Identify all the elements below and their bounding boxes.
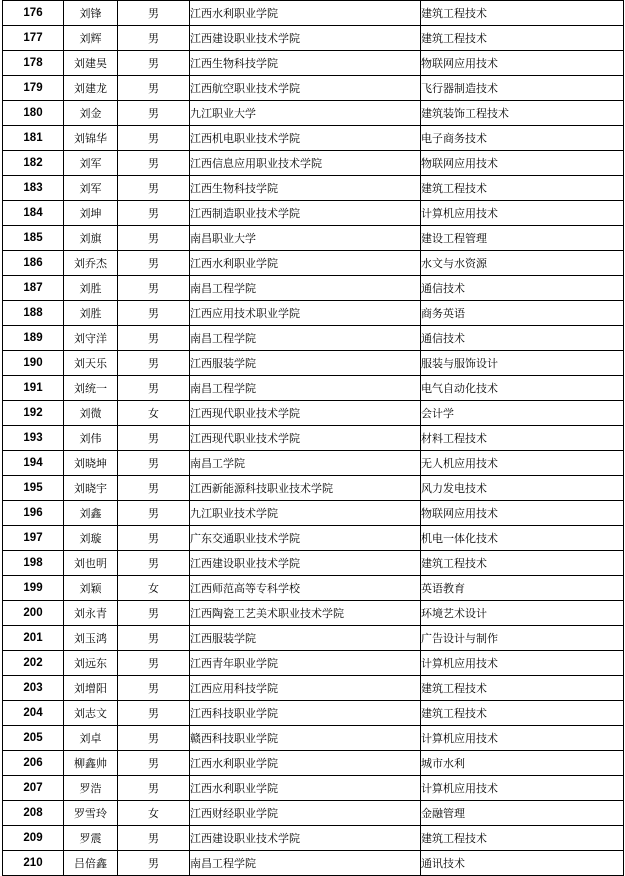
- row-number-cell: 201: [3, 626, 64, 651]
- major-name-cell: 广告设计与制作: [421, 626, 624, 651]
- student-name-cell: 刘旗: [64, 226, 118, 251]
- student-name-cell: 刘胜: [64, 276, 118, 301]
- major-name-cell: 金融管理: [421, 801, 624, 826]
- gender-cell: 男: [118, 26, 190, 51]
- gender-cell: 女: [118, 801, 190, 826]
- student-name-cell: 吕倍鑫: [64, 851, 118, 876]
- row-number-cell: 176: [3, 1, 64, 26]
- table-row: [3, 376, 624, 401]
- student-name-cell: 刘军: [64, 176, 118, 201]
- student-name-cell: 刘军: [64, 151, 118, 176]
- student-name-cell: 刘伟: [64, 426, 118, 451]
- school-name-cell: 江西机电职业技术学院: [190, 126, 421, 151]
- table-row: [3, 676, 624, 701]
- gender-cell: 男: [118, 351, 190, 376]
- row-number-cell: 198: [3, 551, 64, 576]
- row-number-cell: 177: [3, 26, 64, 51]
- school-name-cell: 江西水利职业学院: [190, 776, 421, 801]
- table-row: [3, 626, 624, 651]
- table-row: [3, 801, 624, 826]
- major-name-cell: 材料工程技术: [421, 426, 624, 451]
- student-name-cell: 刘建昊: [64, 51, 118, 76]
- major-name-cell: 计算机应用技术: [421, 726, 624, 751]
- school-name-cell: 赣西科技职业学院: [190, 726, 421, 751]
- gender-cell: 男: [118, 201, 190, 226]
- student-name-cell: 刘微: [64, 401, 118, 426]
- gender-cell: 男: [118, 301, 190, 326]
- school-name-cell: 江西财经职业学院: [190, 801, 421, 826]
- student-name-cell: 刘卓: [64, 726, 118, 751]
- row-number-cell: 199: [3, 576, 64, 601]
- school-name-cell: 江西新能源科技职业技术学院: [190, 476, 421, 501]
- row-number-cell: 202: [3, 651, 64, 676]
- gender-cell: 男: [118, 151, 190, 176]
- row-number-cell: 206: [3, 751, 64, 776]
- table-row: [3, 351, 624, 376]
- row-number-cell: 210: [3, 851, 64, 876]
- major-name-cell: 服装与服饰设计: [421, 351, 624, 376]
- table-row: [3, 751, 624, 776]
- table-row: [3, 526, 624, 551]
- gender-cell: 男: [118, 826, 190, 851]
- row-number-cell: 195: [3, 476, 64, 501]
- school-name-cell: 江西现代职业技术学院: [190, 401, 421, 426]
- table-row: [3, 201, 624, 226]
- table-row: [3, 101, 624, 126]
- major-name-cell: 商务英语: [421, 301, 624, 326]
- gender-cell: 男: [118, 451, 190, 476]
- major-name-cell: 英语教育: [421, 576, 624, 601]
- table-row: [3, 1, 624, 26]
- student-name-cell: 刘鑫: [64, 501, 118, 526]
- student-name-cell: 刘晓宇: [64, 476, 118, 501]
- roster-body: [3, 1, 624, 876]
- student-name-cell: 刘乔杰: [64, 251, 118, 276]
- major-name-cell: 计算机应用技术: [421, 776, 624, 801]
- gender-cell: 男: [118, 751, 190, 776]
- gender-cell: 男: [118, 851, 190, 876]
- gender-cell: 男: [118, 1, 190, 26]
- table-row: [3, 651, 624, 676]
- row-number-cell: 189: [3, 326, 64, 351]
- table-row: [3, 501, 624, 526]
- table-row: [3, 851, 624, 876]
- school-name-cell: 江西水利职业学院: [190, 251, 421, 276]
- school-name-cell: 江西师范高等专科学校: [190, 576, 421, 601]
- major-name-cell: 建设工程管理: [421, 226, 624, 251]
- school-name-cell: 江西服装学院: [190, 626, 421, 651]
- gender-cell: 男: [118, 51, 190, 76]
- table-row: [3, 426, 624, 451]
- gender-cell: 男: [118, 501, 190, 526]
- major-name-cell: 无人机应用技术: [421, 451, 624, 476]
- row-number-cell: 182: [3, 151, 64, 176]
- student-name-cell: 刘辉: [64, 26, 118, 51]
- row-number-cell: 197: [3, 526, 64, 551]
- row-number-cell: 193: [3, 426, 64, 451]
- table-row: [3, 701, 624, 726]
- row-number-cell: 184: [3, 201, 64, 226]
- row-number-cell: 181: [3, 126, 64, 151]
- table-row: [3, 176, 624, 201]
- student-name-cell: 刘天乐: [64, 351, 118, 376]
- major-name-cell: 建筑工程技术: [421, 176, 624, 201]
- school-name-cell: 江西建设职业技术学院: [190, 551, 421, 576]
- student-name-cell: 刘胜: [64, 301, 118, 326]
- student-name-cell: 刘远东: [64, 651, 118, 676]
- table-row: [3, 276, 624, 301]
- row-number-cell: 191: [3, 376, 64, 401]
- major-name-cell: 物联网应用技术: [421, 51, 624, 76]
- major-name-cell: 物联网应用技术: [421, 151, 624, 176]
- major-name-cell: 建筑工程技术: [421, 26, 624, 51]
- gender-cell: 男: [118, 376, 190, 401]
- row-number-cell: 183: [3, 176, 64, 201]
- major-name-cell: 通讯技术: [421, 851, 624, 876]
- row-number-cell: 204: [3, 701, 64, 726]
- gender-cell: 男: [118, 251, 190, 276]
- row-number-cell: 186: [3, 251, 64, 276]
- table-row: [3, 551, 624, 576]
- major-name-cell: 风力发电技术: [421, 476, 624, 501]
- major-name-cell: 飞行器制造技术: [421, 76, 624, 101]
- school-name-cell: 江西服装学院: [190, 351, 421, 376]
- gender-cell: 男: [118, 176, 190, 201]
- school-name-cell: 江西青年职业学院: [190, 651, 421, 676]
- row-number-cell: 192: [3, 401, 64, 426]
- student-name-cell: 刘锋: [64, 1, 118, 26]
- table-row: [3, 126, 624, 151]
- gender-cell: 男: [118, 476, 190, 501]
- table-row: [3, 401, 624, 426]
- school-name-cell: 江西生物科技学院: [190, 51, 421, 76]
- school-name-cell: 江西制造职业技术学院: [190, 201, 421, 226]
- major-name-cell: 通信技术: [421, 326, 624, 351]
- school-name-cell: 南昌工程学院: [190, 276, 421, 301]
- school-name-cell: 江西航空职业技术学院: [190, 76, 421, 101]
- row-number-cell: 190: [3, 351, 64, 376]
- school-name-cell: 南昌职业大学: [190, 226, 421, 251]
- school-name-cell: 江西应用技术职业学院: [190, 301, 421, 326]
- gender-cell: 男: [118, 726, 190, 751]
- student-name-cell: 罗雪玲: [64, 801, 118, 826]
- student-name-cell: 柳鑫帅: [64, 751, 118, 776]
- major-name-cell: 电气自动化技术: [421, 376, 624, 401]
- student-name-cell: 刘玉鸿: [64, 626, 118, 651]
- student-name-cell: 刘璇: [64, 526, 118, 551]
- row-number-cell: 180: [3, 101, 64, 126]
- school-name-cell: 九江职业技术学院: [190, 501, 421, 526]
- major-name-cell: 建筑工程技术: [421, 826, 624, 851]
- row-number-cell: 208: [3, 801, 64, 826]
- row-number-cell: 185: [3, 226, 64, 251]
- student-name-cell: 罗浩: [64, 776, 118, 801]
- student-name-cell: 刘也明: [64, 551, 118, 576]
- gender-cell: 男: [118, 326, 190, 351]
- table-row: [3, 601, 624, 626]
- gender-cell: 男: [118, 626, 190, 651]
- school-name-cell: 江西生物科技学院: [190, 176, 421, 201]
- school-name-cell: 南昌工程学院: [190, 326, 421, 351]
- school-name-cell: 南昌工程学院: [190, 851, 421, 876]
- major-name-cell: 建筑装饰工程技术: [421, 101, 624, 126]
- school-name-cell: 江西科技职业学院: [190, 701, 421, 726]
- major-name-cell: 电子商务技术: [421, 126, 624, 151]
- gender-cell: 女: [118, 401, 190, 426]
- school-name-cell: 江西信息应用职业技术学院: [190, 151, 421, 176]
- student-name-cell: 刘守洋: [64, 326, 118, 351]
- gender-cell: 男: [118, 601, 190, 626]
- major-name-cell: 物联网应用技术: [421, 501, 624, 526]
- student-name-cell: 刘锦华: [64, 126, 118, 151]
- major-name-cell: 建筑工程技术: [421, 676, 624, 701]
- row-number-cell: 178: [3, 51, 64, 76]
- row-number-cell: 179: [3, 76, 64, 101]
- row-number-cell: 187: [3, 276, 64, 301]
- school-name-cell: 九江职业大学: [190, 101, 421, 126]
- major-name-cell: 水文与水资源: [421, 251, 624, 276]
- row-number-cell: 209: [3, 826, 64, 851]
- roster-table: [2, 0, 624, 876]
- school-name-cell: 江西水利职业学院: [190, 751, 421, 776]
- school-name-cell: 广东交通职业技术学院: [190, 526, 421, 551]
- gender-cell: 男: [118, 676, 190, 701]
- row-number-cell: 196: [3, 501, 64, 526]
- school-name-cell: 江西应用科技学院: [190, 676, 421, 701]
- table-row: [3, 301, 624, 326]
- row-number-cell: 203: [3, 676, 64, 701]
- major-name-cell: 机电一体化技术: [421, 526, 624, 551]
- major-name-cell: 建筑工程技术: [421, 1, 624, 26]
- gender-cell: 男: [118, 426, 190, 451]
- student-name-cell: 刘颖: [64, 576, 118, 601]
- table-row: [3, 776, 624, 801]
- major-name-cell: 建筑工程技术: [421, 551, 624, 576]
- gender-cell: 男: [118, 276, 190, 301]
- table-row: [3, 26, 624, 51]
- major-name-cell: 城市水利: [421, 751, 624, 776]
- major-name-cell: 计算机应用技术: [421, 201, 624, 226]
- gender-cell: 男: [118, 101, 190, 126]
- table-row: [3, 576, 624, 601]
- table-row: [3, 251, 624, 276]
- major-name-cell: 会计学: [421, 401, 624, 426]
- student-name-cell: 刘金: [64, 101, 118, 126]
- table-row: [3, 826, 624, 851]
- student-name-cell: 罗震: [64, 826, 118, 851]
- table-row: [3, 226, 624, 251]
- student-name-cell: 刘坤: [64, 201, 118, 226]
- gender-cell: 男: [118, 126, 190, 151]
- row-number-cell: 194: [3, 451, 64, 476]
- student-name-cell: 刘增阳: [64, 676, 118, 701]
- student-name-cell: 刘晓坤: [64, 451, 118, 476]
- school-name-cell: 江西建设职业技术学院: [190, 26, 421, 51]
- row-number-cell: 205: [3, 726, 64, 751]
- school-name-cell: 江西建设职业技术学院: [190, 826, 421, 851]
- table-row: [3, 726, 624, 751]
- student-name-cell: 刘建龙: [64, 76, 118, 101]
- table-row: [3, 326, 624, 351]
- student-name-cell: 刘志文: [64, 701, 118, 726]
- gender-cell: 男: [118, 776, 190, 801]
- gender-cell: 男: [118, 526, 190, 551]
- gender-cell: 男: [118, 226, 190, 251]
- row-number-cell: 188: [3, 301, 64, 326]
- table-row: [3, 76, 624, 101]
- table-row: [3, 476, 624, 501]
- school-name-cell: 南昌工学院: [190, 451, 421, 476]
- gender-cell: 男: [118, 701, 190, 726]
- gender-cell: 女: [118, 576, 190, 601]
- school-name-cell: 江西现代职业技术学院: [190, 426, 421, 451]
- row-number-cell: 200: [3, 601, 64, 626]
- school-name-cell: 江西陶瓷工艺美术职业技术学院: [190, 601, 421, 626]
- major-name-cell: 计算机应用技术: [421, 651, 624, 676]
- school-name-cell: 南昌工程学院: [190, 376, 421, 401]
- table-row: [3, 151, 624, 176]
- major-name-cell: 建筑工程技术: [421, 701, 624, 726]
- table-row: [3, 451, 624, 476]
- gender-cell: 男: [118, 551, 190, 576]
- gender-cell: 男: [118, 76, 190, 101]
- major-name-cell: 通信技术: [421, 276, 624, 301]
- school-name-cell: 江西水利职业学院: [190, 1, 421, 26]
- student-name-cell: 刘统一: [64, 376, 118, 401]
- gender-cell: 男: [118, 651, 190, 676]
- row-number-cell: 207: [3, 776, 64, 801]
- table-row: [3, 51, 624, 76]
- student-name-cell: 刘永青: [64, 601, 118, 626]
- major-name-cell: 环境艺术设计: [421, 601, 624, 626]
